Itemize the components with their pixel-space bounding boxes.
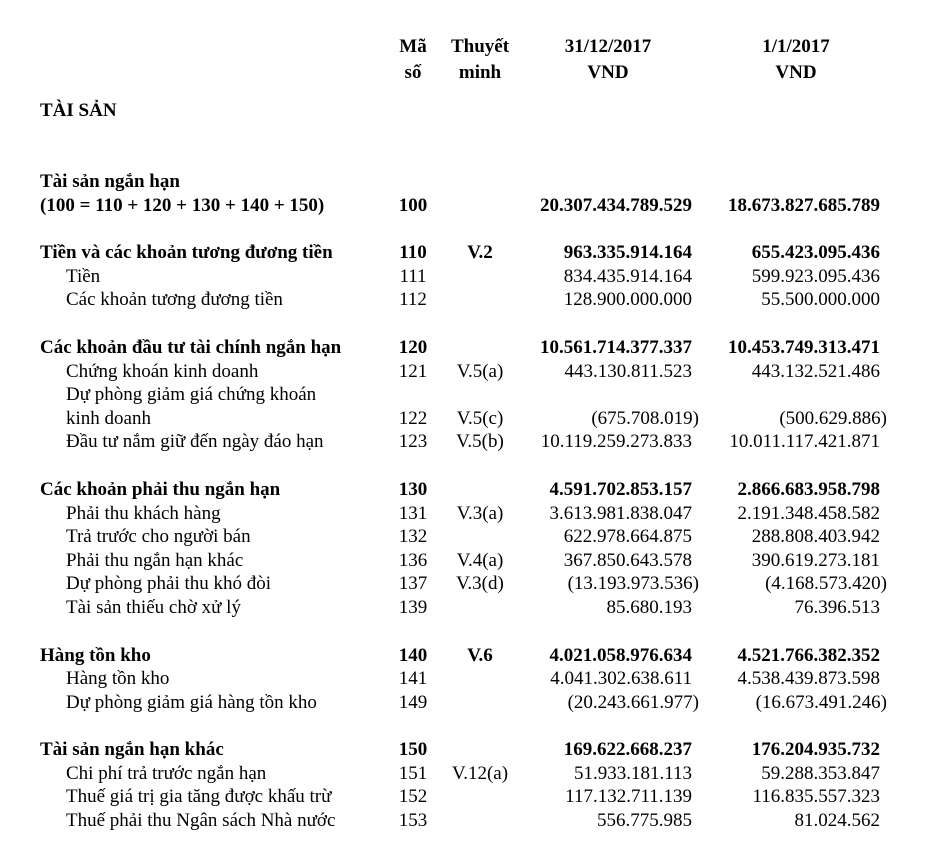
row-code: 110 (399, 242, 427, 264)
value-2017-end: 556.775.985 (597, 810, 692, 832)
row-label: Chứng khoán kinh doanh (66, 360, 259, 382)
value-2017-start: (4.168.573.420) (765, 573, 887, 595)
row-label: Trả trước cho người bán (66, 526, 251, 548)
row-code: 139 (398, 596, 428, 618)
row-label: Dự phòng phải thu khó đòi (66, 573, 272, 595)
row-label: Tài sản ngắn hạn khác (40, 739, 224, 761)
row-label: Phải thu khách hàng (66, 502, 221, 524)
row-label: kinh doanh (66, 407, 151, 429)
value-2017-end: (20.243.661.977) (567, 691, 699, 713)
value-2017-end: 169.622.668.237 (563, 739, 692, 761)
value-2017-end: 4.021.058.976.634 (549, 644, 692, 666)
row-code: 121 (398, 360, 428, 382)
row-code: 122 (398, 407, 428, 429)
row-note: V.3(a) (456, 502, 504, 524)
row-note: V.6 (467, 644, 493, 666)
row-label: Tiền (66, 265, 101, 287)
table-row (0, 170, 930, 194)
row-code: 130 (398, 478, 428, 500)
row-label: Hàng tồn kho (66, 668, 170, 690)
column-header-code (388, 34, 438, 86)
column-header-note-line2: minh (458, 62, 502, 83)
value-2017-end: 20.307.434.789.529 (540, 194, 692, 216)
table-row (0, 383, 930, 407)
column-header-2017-start-date: 1/1/2017 (762, 36, 830, 57)
value-2017-end: 963.335.914.164 (563, 242, 692, 264)
row-code: 120 (398, 336, 428, 358)
value-2017-start: 116.835.557.323 (752, 786, 880, 808)
value-2017-end: 443.130.811.523 (564, 360, 692, 382)
table-row (0, 194, 930, 218)
row-code: 150 (398, 739, 428, 761)
row-code: 131 (398, 502, 428, 524)
value-2017-start: 10.453.749.313.471 (728, 336, 880, 358)
value-2017-start: 655.423.095.436 (751, 242, 880, 264)
row-label: Dự phòng giảm giá chứng khoán (66, 384, 317, 406)
table-row (0, 288, 930, 312)
value-2017-end: 3.613.981.838.047 (549, 502, 692, 524)
table-row (0, 430, 930, 454)
row-code: 153 (398, 810, 428, 832)
value-2017-start: 76.396.513 (794, 596, 880, 618)
row-code: 149 (398, 691, 428, 713)
table-row (0, 572, 930, 596)
value-2017-end: 51.933.181.113 (573, 762, 692, 784)
value-2017-start: 2.866.683.958.798 (737, 478, 880, 500)
value-2017-start: 81.024.562 (794, 810, 880, 832)
value-2017-start: 176.204.935.732 (751, 739, 880, 761)
value-2017-start: (16.673.491.246) (755, 691, 887, 713)
table-row (0, 691, 930, 715)
value-2017-end: 10.119.259.273.833 (540, 431, 692, 453)
table-row (0, 785, 930, 809)
row-code: 132 (398, 526, 428, 548)
table-row (0, 549, 930, 573)
row-label: Các khoản phải thu ngắn hạn (40, 478, 281, 500)
column-header-2017-end-date: 31/12/2017 (564, 36, 652, 57)
table-row (0, 265, 930, 289)
table-row (0, 360, 930, 384)
balance-sheet-table (0, 146, 930, 833)
column-header-2017-start-unit: VND (775, 62, 817, 83)
value-2017-end: 128.900.000.000 (563, 289, 692, 311)
row-code: 140 (398, 644, 428, 666)
row-label: Tiền và các khoản tương đương tiền (40, 242, 333, 264)
row-label: Các khoản tương đương tiền (66, 289, 283, 311)
row-code: 111 (399, 265, 427, 287)
row-code: 100 (398, 194, 428, 216)
value-2017-end: 85.680.193 (606, 596, 692, 618)
row-label: Hàng tồn kho (40, 644, 151, 666)
row-label: Thuế phải thu Ngân sách Nhà nước (66, 810, 336, 832)
column-header-2017-end-unit: VND (587, 62, 629, 83)
row-note: V.2 (467, 242, 493, 264)
row-code: 151 (398, 762, 428, 784)
value-2017-end: 4.041.302.638.611 (550, 668, 692, 690)
table-row (0, 502, 930, 526)
value-2017-end: 622.978.664.875 (563, 526, 692, 548)
column-header-code-line2: số (404, 62, 422, 83)
row-label: Tài sản thiếu chờ xử lý (66, 596, 241, 618)
column-header-2017-end (528, 34, 688, 86)
value-2017-start: (500.629.886) (779, 407, 887, 429)
table-row (0, 762, 930, 786)
column-header-2017-start (716, 34, 876, 86)
table-row (0, 596, 930, 620)
column-header-note (436, 34, 524, 86)
value-2017-end: 367.850.643.578 (563, 549, 692, 571)
row-label: (100 = 110 + 120 + 130 + 140 + 150) (40, 194, 325, 216)
table-row (0, 241, 930, 265)
row-label: Thuế giá trị gia tăng được khấu trừ (66, 786, 332, 808)
value-2017-end: 4.591.702.853.157 (549, 478, 692, 500)
value-2017-end: 117.132.711.139 (565, 786, 692, 808)
table-row (0, 336, 930, 360)
value-2017-end: (13.193.973.536) (567, 573, 699, 595)
row-code: 152 (398, 786, 428, 808)
value-2017-end: (675.708.019) (591, 407, 699, 429)
row-label: Phải thu ngắn hạn khác (66, 549, 244, 571)
row-label: Tài sản ngắn hạn (40, 171, 180, 192)
row-label: Dự phòng giảm giá hàng tồn kho (66, 691, 317, 713)
table-row (0, 738, 930, 762)
column-header-code-line1: Mã (399, 36, 427, 57)
value-2017-start: 4.521.766.382.352 (737, 644, 880, 666)
row-code: 112 (399, 289, 427, 311)
value-2017-start: 390.619.273.181 (751, 549, 880, 571)
row-note: V.5(a) (456, 360, 504, 382)
table-row (0, 407, 930, 431)
row-note: V.12(a) (451, 762, 509, 784)
row-code: 123 (398, 431, 428, 453)
value-2017-start: 4.538.439.873.598 (737, 668, 880, 690)
value-2017-start: 18.673.827.685.789 (728, 194, 880, 216)
table-row (0, 644, 930, 668)
table-row (0, 667, 930, 691)
value-2017-start: 59.288.353.847 (761, 762, 880, 784)
value-2017-end: 10.561.714.377.337 (540, 336, 692, 358)
row-code: 137 (398, 573, 428, 595)
value-2017-start: 288.808.403.942 (751, 526, 880, 548)
row-note: V.3(d) (456, 573, 504, 595)
row-label: Chi phí trả trước ngắn hạn (66, 762, 267, 784)
value-2017-start: 443.132.521.486 (751, 360, 880, 382)
value-2017-start: 55.500.000.000 (761, 289, 880, 311)
row-code: 141 (398, 668, 428, 690)
row-note: V.5(b) (456, 431, 504, 453)
value-2017-start: 10.011.117.421.871 (729, 431, 880, 453)
row-label: Các khoản đầu tư tài chính ngắn hạn (40, 336, 342, 358)
row-code: 136 (398, 549, 428, 571)
row-note: V.5(c) (456, 407, 504, 429)
value-2017-start: 2.191.348.458.582 (737, 502, 880, 524)
table-row (0, 809, 930, 833)
value-2017-start: 599.923.095.436 (751, 265, 880, 287)
value-2017-end: 834.435.914.164 (563, 265, 692, 287)
row-note: V.4(a) (456, 549, 504, 571)
section-title: TÀI SẢN (40, 100, 117, 121)
row-label: Đầu tư nắm giữ đến ngày đáo hạn (66, 431, 324, 453)
column-header-note-line1: Thuyết (450, 36, 510, 57)
table-row (0, 525, 930, 549)
table-row (0, 478, 930, 502)
